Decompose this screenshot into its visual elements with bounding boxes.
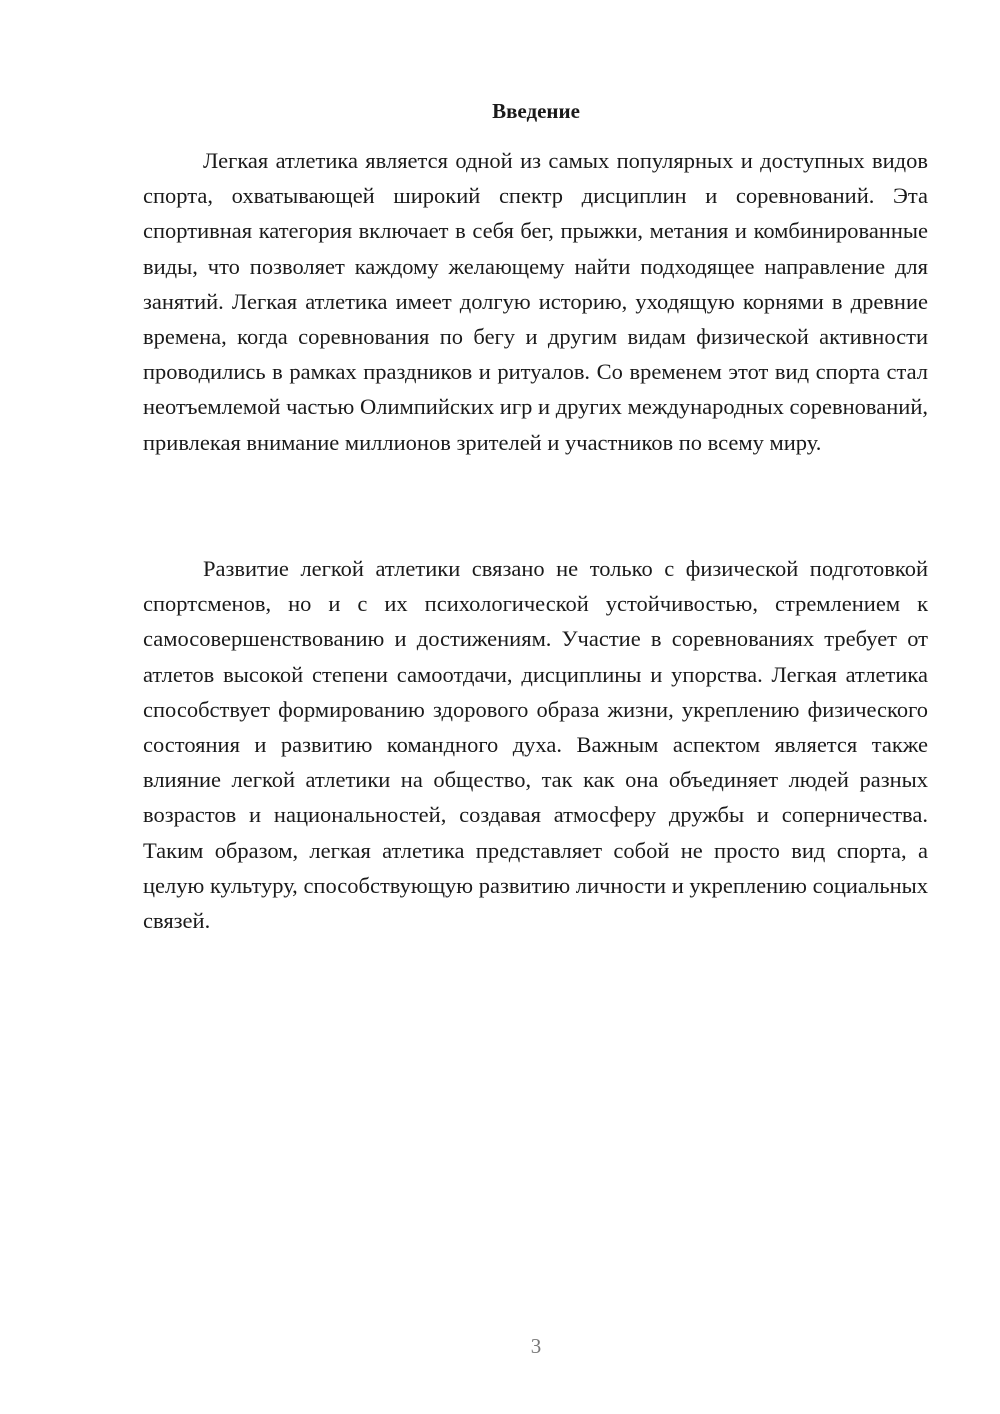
paragraph-development: Развитие легкой атлетики связано не только с физической подготовкой спортсменов, но и с их психологической устойчивостью, стремлением к самосовершенствованию и достижениям. Участие в соревнованиях требует от атлетов высокой степени самоотдачи, дисциплины и упорства. Легкая атлетика способствует формированию здорового образа жизни, укреплению физического состояния и развитию командного духа. Важным аспектом является также влияние легкой атлетики на общество, так как она объединяет людей разных возрастов и национальностей, создавая атмосферу дружбы и соперничества. Таким образом, легкая атлетика представляет собой не просто вид спорта, а целую культуру, способствующую развитию личности и укреплению социальных связей. <box>143 556 928 934</box>
page-title: Введение <box>492 99 580 123</box>
page-number: 3 <box>530 1334 542 1358</box>
paragraph-intro: Легкая атлетика является одной из самых популярных и доступных видов спорта, охватывающей широкий спектр дисциплин и соревнований. Эта спортивная категория включает в себя бег, прыжки, метания и комбинированные виды, что позволяет каждому желающему найти подходящее направление для занятий. Легкая атлетика имеет долгую историю, уходящую корнями в древние времена, когда соревнования по бегу и другим видам физической активности проводились в рамках праздников и ритуалов. Со временем этот вид спорта стал неотъемлемой частью Олимпийских игр и других международных соревнований, привлекая внимание миллионов зрителей и участников по всему миру. <box>143 148 928 455</box>
